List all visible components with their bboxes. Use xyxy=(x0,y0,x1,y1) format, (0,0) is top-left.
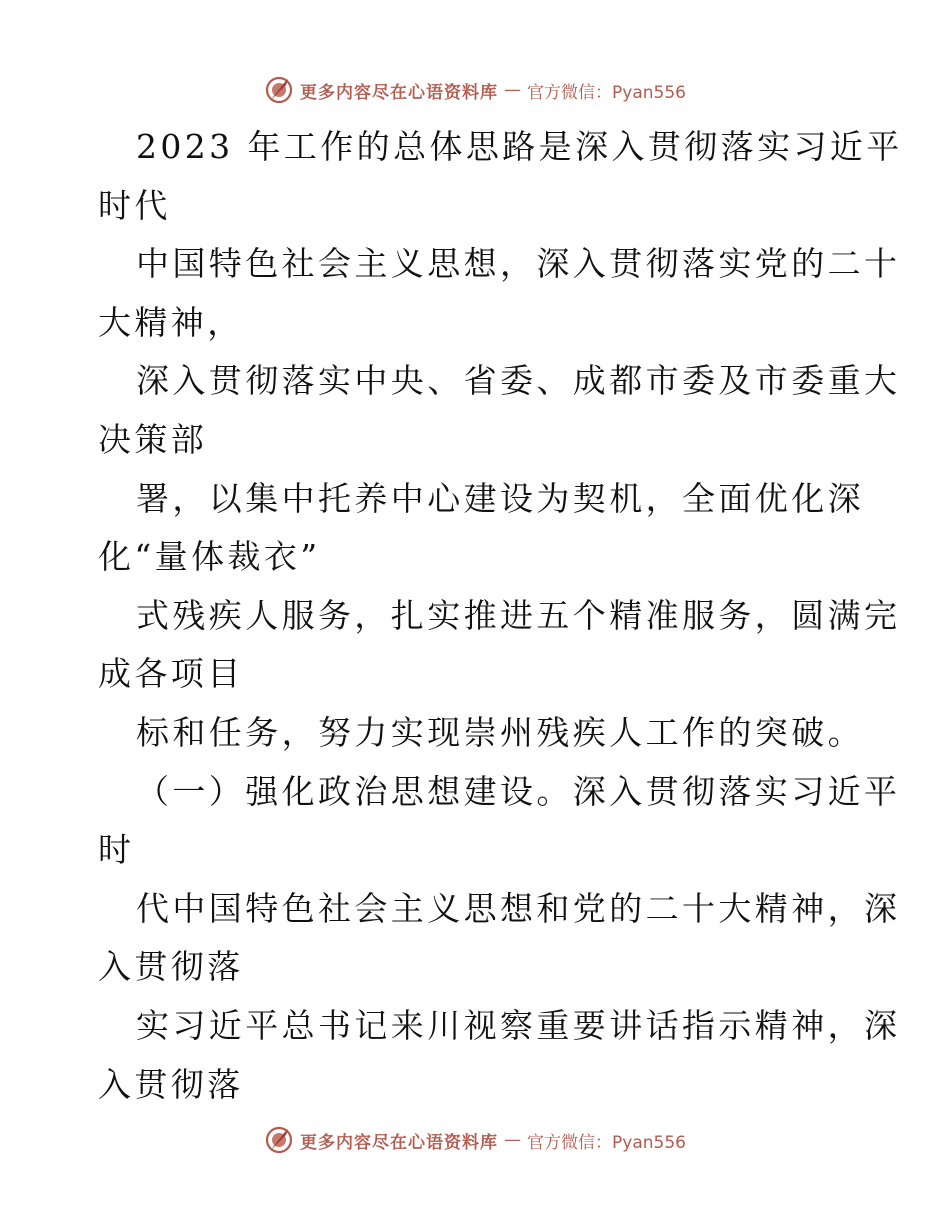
text-line: 大精神， xyxy=(98,302,244,342)
text-line: 代中国特色社会主义思想和党的二十大精神，深 xyxy=(136,888,901,928)
watermark-site-text: 更多内容尽在心语资料库 xyxy=(300,82,499,103)
text-line: 时代 xyxy=(98,185,171,225)
text-line: 式残疾人服务，扎实推进五个精准服务，圆满完 xyxy=(136,595,901,635)
text-line: 入贯彻落 xyxy=(98,947,244,987)
text-line: 时 xyxy=(98,830,135,870)
text-line: （一）强化政治思想建设。深入贯彻落实习近平 xyxy=(136,771,901,811)
text-line: 署，以集中托养中心建设为契机，全面优化深 xyxy=(136,478,864,518)
text-line: 深入贯彻落实中央、省委、成都市委及市委重大 xyxy=(136,361,901,401)
text-line: 中国特色社会主义思想，深入贯彻落实党的二十 xyxy=(136,244,901,284)
text-line: 决策部 xyxy=(98,419,208,459)
text-line: 化“量体裁衣” xyxy=(98,537,321,577)
watermark-separator: — xyxy=(504,80,522,100)
watermark-contact: 官方微信：Pyan556 xyxy=(527,82,686,103)
text-line: 标和任务，努力实现崇州残疾人工作的突破。 xyxy=(136,712,864,752)
document-body xyxy=(98,118,903,1114)
watermark-contact: 官方微信：Pyan556 xyxy=(527,1132,686,1153)
watermark-site-text: 更多内容尽在心语资料库 xyxy=(300,1132,499,1153)
text-line: 2023 年工作的总体思路是深入贯彻落实习近平 xyxy=(136,127,903,166)
text-line: 成各项目 xyxy=(98,654,244,694)
header-watermark xyxy=(0,70,950,110)
watermark-separator: — xyxy=(504,1130,522,1150)
text-line: 实习近平总书记来川视察重要讲话指示精神，深 xyxy=(136,1005,901,1045)
quill-logo-icon xyxy=(264,1125,294,1155)
text-line: 入贯彻落 xyxy=(98,1064,244,1104)
footer-watermark xyxy=(0,1120,950,1160)
quill-logo-icon xyxy=(264,75,294,105)
